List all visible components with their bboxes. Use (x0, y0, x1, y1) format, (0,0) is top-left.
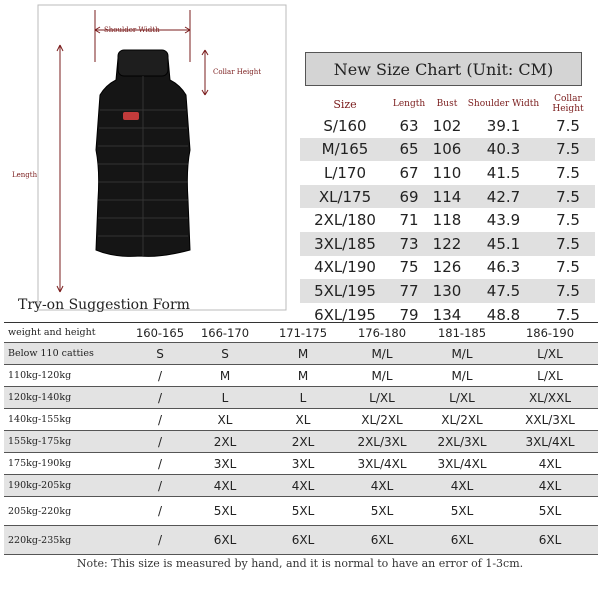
suggested-size-cell: M/L (342, 365, 422, 387)
suggested-size-cell: L/XL (502, 365, 598, 387)
measurement-cell: 46.3 (486, 258, 521, 277)
size-chart-header-row (300, 94, 595, 114)
header-length: Length (392, 99, 426, 109)
suggested-size-cell: 6XL (502, 526, 598, 555)
height-col: 181-185 (422, 323, 502, 343)
try-on-table (4, 322, 598, 555)
suggested-size-cell: M (264, 343, 342, 365)
measurement-cell: 41.5 (486, 163, 521, 182)
measurement-cell: 69 (390, 185, 428, 209)
suggested-size-cell: L/XL (342, 387, 422, 409)
header-collar-height: Collar Height (552, 94, 584, 114)
measurement-cell: 73 (390, 232, 428, 256)
size-chart-row (300, 256, 595, 280)
suggested-size-cell: 2XL (264, 431, 342, 453)
weight-cell: 155kg-175kg (4, 431, 134, 453)
suggested-size-cell: 4XL (186, 475, 264, 497)
size-cell: 2XL/180 (314, 211, 376, 230)
corner-label: weight and height (4, 323, 134, 343)
try-on-row (4, 497, 598, 526)
suggested-size-cell: L (186, 387, 264, 409)
weight-cell: 110kg-120kg (4, 365, 134, 387)
collar-height-label: Collar Height (213, 68, 262, 76)
size-cell: L/170 (323, 163, 367, 182)
size-cell: S/160 (323, 116, 367, 135)
size-cell: XL/175 (300, 185, 390, 209)
measurement-cell: 126 (432, 258, 462, 277)
suggested-size-cell: S (134, 343, 186, 365)
size-chart-row (300, 161, 595, 185)
size-cell: 3XL/185 (300, 232, 390, 256)
size-chart-table (300, 94, 595, 326)
measurement-cell: 106 (428, 138, 466, 162)
suggested-size-cell: 3XL/4XL (422, 453, 502, 475)
measurement-cell: 7.5 (541, 138, 595, 162)
height-col: 160-165 (134, 323, 186, 343)
suggested-size-cell: / (134, 365, 186, 387)
measurement-cell: 67 (399, 163, 419, 182)
measurement-cell: 43.9 (486, 211, 521, 230)
length-label: Length (12, 171, 38, 179)
suggested-size-cell: 5XL (186, 497, 264, 526)
measurement-cell: 75 (399, 258, 419, 277)
measurement-cell: 118 (432, 211, 462, 230)
try-on-row (4, 409, 598, 431)
measurement-cell: 45.1 (466, 232, 541, 256)
measurement-cell: 130 (428, 279, 466, 303)
measurement-cell: 39.1 (486, 116, 521, 135)
heating-badge-icon (123, 112, 139, 120)
suggested-size-cell: M/L (422, 343, 502, 365)
weight-cell: 190kg-205kg (4, 475, 134, 497)
weight-cell: Below 110 catties (4, 343, 134, 365)
measurement-cell: 134 (432, 305, 462, 324)
try-on-header-row (4, 323, 598, 343)
suggested-size-cell: 5XL (502, 497, 598, 526)
measurement-cell: 7.5 (541, 232, 595, 256)
weight-cell: 140kg-155kg (4, 409, 134, 431)
size-cell: M/165 (300, 138, 390, 162)
measurement-cell: 7.5 (556, 116, 580, 135)
suggested-size-cell: L/XL (502, 343, 598, 365)
size-cell: 5XL/195 (300, 279, 390, 303)
measurement-cell: 77 (390, 279, 428, 303)
suggested-size-cell: L (264, 387, 342, 409)
measurement-cell: 7.5 (541, 185, 595, 209)
suggested-size-cell: 6XL (342, 526, 422, 555)
suggested-size-cell: 4XL (422, 475, 502, 497)
suggested-size-cell: / (134, 475, 186, 497)
weight-cell: 220kg-235kg (4, 526, 134, 555)
size-chart-row (300, 232, 595, 256)
suggested-size-cell: / (134, 387, 186, 409)
suggested-size-cell: / (134, 526, 186, 555)
suggested-size-cell: XL/XXL (502, 387, 598, 409)
suggested-size-cell: XL (186, 409, 264, 431)
measurement-cell: 47.5 (466, 279, 541, 303)
suggested-size-cell: 2XL/3XL (342, 431, 422, 453)
measurement-cell: 7.5 (556, 258, 580, 277)
measurement-cell: 79 (399, 305, 419, 324)
suggested-size-cell: M (264, 365, 342, 387)
size-chart-title: New Size Chart (Unit: CM) (305, 52, 582, 86)
try-on-row (4, 431, 598, 453)
suggested-size-cell: XL/2XL (422, 409, 502, 431)
suggested-size-cell: / (134, 497, 186, 526)
measurement-cell: 122 (428, 232, 466, 256)
size-chart-row (300, 279, 595, 303)
measurement-cell: 7.5 (556, 163, 580, 182)
suggested-size-cell: 5XL (342, 497, 422, 526)
suggested-size-cell: 6XL (264, 526, 342, 555)
try-on-row (4, 343, 598, 365)
vest-icon (0, 0, 300, 318)
shoulder-width-label: Shoulder Width (104, 26, 160, 34)
measurement-cell: 102 (432, 116, 462, 135)
suggested-size-cell: L/XL (422, 387, 502, 409)
measurement-cell: 48.8 (486, 305, 521, 324)
suggested-size-cell: M/L (342, 343, 422, 365)
try-on-row (4, 453, 598, 475)
try-on-row (4, 526, 598, 555)
weight-cell: 205kg-220kg (4, 497, 134, 526)
header-bust: Bust (436, 99, 458, 109)
suggested-size-cell: 3XL/4XL (502, 431, 598, 453)
weight-cell: 120kg-140kg (4, 387, 134, 409)
try-on-title: Try-on Suggestion Form (18, 297, 190, 313)
suggested-size-cell: 3XL/4XL (342, 453, 422, 475)
height-col: 176-180 (342, 323, 422, 343)
header-size: Size (333, 97, 357, 111)
measurement-cell: 114 (428, 185, 466, 209)
suggested-size-cell: 2XL/3XL (422, 431, 502, 453)
suggested-size-cell: XL/2XL (342, 409, 422, 431)
measurement-cell: 110 (432, 163, 462, 182)
measurement-cell: 42.7 (466, 185, 541, 209)
suggested-size-cell: 4XL (342, 475, 422, 497)
height-col: 166-170 (186, 323, 264, 343)
size-chart-row (300, 114, 595, 138)
suggested-size-cell: 5XL (422, 497, 502, 526)
suggested-size-cell: M (186, 365, 264, 387)
measurement-cell: 7.5 (541, 279, 595, 303)
suggested-size-cell: 3XL (186, 453, 264, 475)
suggested-size-cell: 6XL (422, 526, 502, 555)
measurement-cell: 7.5 (556, 305, 580, 324)
suggested-size-cell: M/L (422, 365, 502, 387)
suggested-size-cell: 4XL (502, 453, 598, 475)
measurement-cell: 71 (399, 211, 419, 230)
suggested-size-cell: / (134, 453, 186, 475)
suggested-size-cell: XXL/3XL (502, 409, 598, 431)
suggested-size-cell: 5XL (264, 497, 342, 526)
suggested-size-cell: 4XL (502, 475, 598, 497)
suggested-size-cell: 3XL (264, 453, 342, 475)
measurement-cell: 7.5 (556, 211, 580, 230)
suggested-size-cell: XL (264, 409, 342, 431)
try-on-row (4, 475, 598, 497)
measurement-cell: 65 (390, 138, 428, 162)
height-col: 186-190 (502, 323, 598, 343)
size-chart-row (300, 138, 595, 162)
suggested-size-cell: 2XL (186, 431, 264, 453)
header-shoulder-width: Shoulder Width (467, 99, 540, 109)
suggested-size-cell: / (134, 431, 186, 453)
try-on-row (4, 387, 598, 409)
try-on-row (4, 365, 598, 387)
suggested-size-cell: 6XL (186, 526, 264, 555)
weight-cell: 175kg-190kg (4, 453, 134, 475)
measurement-cell: 40.3 (466, 138, 541, 162)
suggested-size-cell: / (134, 409, 186, 431)
measurement-note: Note: This size is measured by hand, and it is normal to have an error of 1-3cm. (76, 557, 524, 570)
measurement-cell: 63 (399, 116, 419, 135)
size-cell: 4XL/190 (314, 258, 376, 277)
suggested-size-cell: S (186, 343, 264, 365)
size-cell: 6XL/195 (314, 305, 376, 324)
suggested-size-cell: 4XL (264, 475, 342, 497)
height-col: 171-175 (264, 323, 342, 343)
size-chart-row (300, 185, 595, 209)
product-illustration (0, 0, 300, 318)
size-chart-row (300, 208, 595, 232)
